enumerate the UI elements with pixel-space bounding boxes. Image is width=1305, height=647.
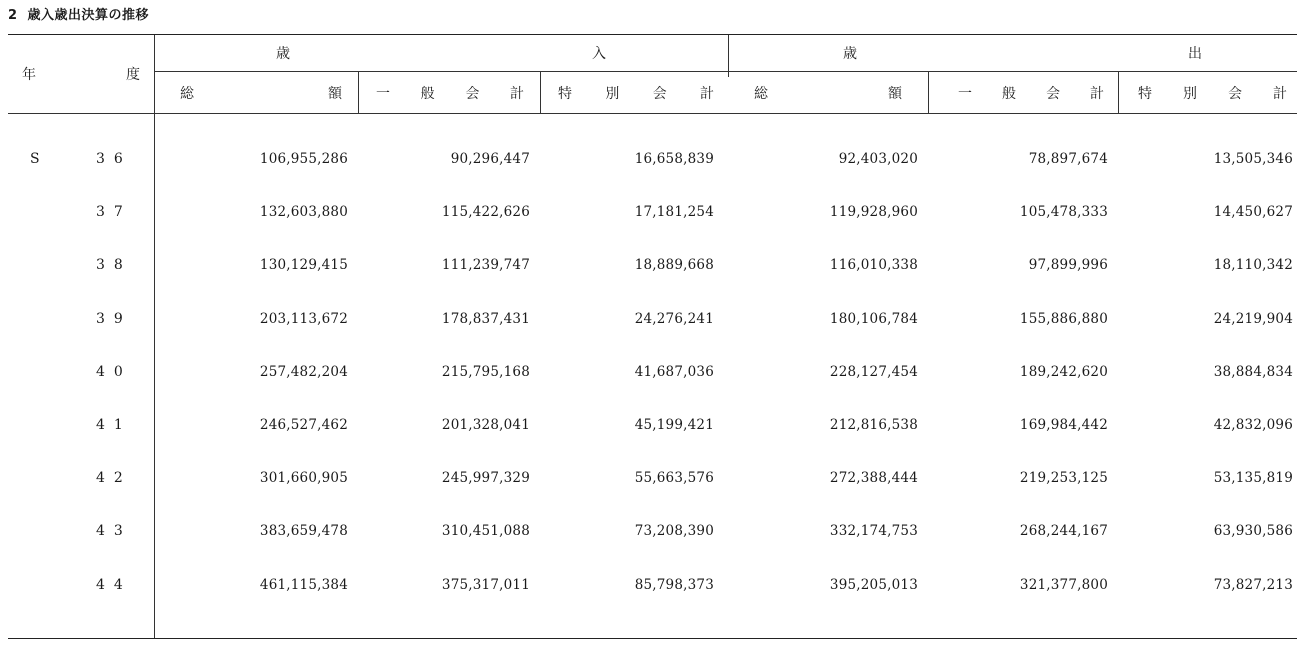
- header-exp-total: [728, 72, 928, 113]
- cell-rev-general: 310,451,088: [441, 523, 530, 540]
- cell-exp-general: 321,377,800: [1019, 576, 1108, 593]
- divider-year: [154, 35, 155, 638]
- header-rev-total-char-1: 総: [180, 85, 194, 102]
- cell-exp-total: 116,010,338: [829, 257, 918, 274]
- cell-rev-special: 55,663,576: [634, 470, 714, 487]
- cell-exp-total: 92,403,020: [838, 151, 918, 167]
- header-revenue-char-2: 入: [592, 46, 606, 62]
- row-year: 37: [96, 204, 132, 221]
- cell-exp-total: 272,388,444: [829, 470, 918, 487]
- row-year: 43: [96, 523, 132, 540]
- cell-exp-special: 38,884,834: [1213, 363, 1293, 380]
- cell-exp-special: 73,827,213: [1213, 576, 1293, 593]
- cell-rev-general: 178,837,431: [441, 310, 530, 327]
- header-exp-general: [928, 72, 1118, 113]
- header-exp-special-char-4: 計: [1273, 85, 1287, 102]
- cell-exp-special: 14,450,627: [1213, 204, 1293, 221]
- header-rev-general-char-3: 会: [465, 85, 480, 102]
- header-rev-general-char-4: 計: [509, 85, 524, 102]
- header-exp-general-char-4: 計: [1090, 85, 1104, 102]
- header-exp-general-char-1: 一: [958, 85, 972, 102]
- cell-exp-special: 18,110,342: [1213, 257, 1293, 274]
- header-year: [8, 35, 154, 113]
- cell-exp-total: 119,928,960: [829, 204, 918, 221]
- cell-exp-total: 180,106,784: [829, 310, 918, 327]
- header-rev-special-char-3: 会: [652, 85, 667, 102]
- header-exp-general-char-3: 会: [1046, 85, 1060, 102]
- row-year: 44: [96, 576, 132, 593]
- cell-rev-special: 41,687,036: [634, 363, 714, 380]
- cell-rev-general: 115,422,626: [441, 204, 530, 221]
- header-rev-special-char-2: 別: [605, 85, 620, 102]
- cell-rev-total: 203,113,672: [259, 310, 348, 327]
- cell-rev-total: 130,129,415: [259, 257, 348, 274]
- header-rev-general: [358, 72, 540, 113]
- cell-exp-total: 395,205,013: [829, 576, 918, 593]
- row-year: 36: [96, 151, 132, 167]
- header-exp-special-char-3: 会: [1228, 85, 1242, 102]
- header-rev-general-char-1: 一: [376, 85, 390, 102]
- cell-exp-special: 13,505,346: [1213, 151, 1293, 167]
- cell-exp-general: 189,242,620: [1019, 363, 1108, 380]
- title-number: 2: [8, 8, 18, 23]
- cell-rev-general: 215,795,168: [441, 363, 530, 380]
- settlement-table: [8, 34, 1297, 639]
- row-year: 39: [96, 310, 132, 327]
- header-exp-general-char-2: 般: [1002, 85, 1016, 102]
- cell-exp-total: 228,127,454: [829, 363, 918, 380]
- cell-rev-special: 17,181,254: [634, 204, 714, 221]
- cell-exp-special: 24,219,904: [1213, 310, 1293, 327]
- cell-exp-general: 97,899,996: [1028, 257, 1108, 274]
- cell-exp-special: 63,930,586: [1213, 523, 1293, 540]
- row-year: 41: [96, 417, 132, 433]
- cell-rev-total: 257,482,204: [259, 363, 348, 380]
- cell-exp-total: 332,174,753: [829, 523, 918, 540]
- cell-exp-general: 78,897,674: [1028, 151, 1108, 167]
- cell-exp-general: 268,244,167: [1019, 523, 1108, 540]
- cell-exp-special: 53,135,819: [1213, 470, 1293, 487]
- title-text: 歳入歳出決算の推移: [27, 8, 150, 23]
- cell-rev-total: 246,527,462: [259, 417, 348, 433]
- header-rev-general-char-2: 般: [420, 85, 435, 102]
- header-year-char-1: 年: [22, 67, 36, 83]
- header-rev-total: [154, 72, 358, 113]
- header-exp-special-char-2: 別: [1183, 85, 1197, 102]
- cell-rev-general: 90,296,447: [450, 151, 530, 167]
- cell-rev-special: 18,889,668: [634, 257, 714, 274]
- cell-rev-total: 383,659,478: [259, 523, 348, 540]
- cell-rev-general: 245,997,329: [441, 470, 530, 487]
- cell-rev-special: 85,798,373: [634, 576, 714, 593]
- cell-exp-general: 169,984,442: [1019, 417, 1108, 433]
- header-revenue-char-1: 歳: [276, 46, 290, 62]
- cell-exp-special: 42,832,096: [1213, 417, 1293, 433]
- page-title: [8, 4, 149, 23]
- cell-rev-general: 201,328,041: [441, 417, 530, 433]
- cell-rev-general: 111,239,747: [441, 257, 530, 274]
- header-rev-special: [540, 72, 728, 113]
- header-bottom-rule: [8, 113, 1297, 114]
- header-rev-special-char-4: 計: [699, 85, 714, 102]
- cell-rev-general: 375,317,011: [441, 576, 530, 593]
- row-era: S: [30, 151, 40, 167]
- cell-rev-special: 24,276,241: [634, 310, 714, 327]
- cell-rev-total: 106,955,286: [259, 151, 348, 167]
- row-year: 40: [96, 363, 132, 380]
- cell-rev-special: 45,199,421: [634, 417, 714, 433]
- cell-rev-special: 73,208,390: [634, 523, 714, 540]
- row-year: 38: [96, 257, 132, 274]
- header-expenditure-char-1: 歳: [843, 46, 857, 62]
- header-exp-special-char-1: 特: [1138, 85, 1152, 102]
- header-rev-special-char-1: 特: [558, 85, 572, 102]
- cell-exp-general: 219,253,125: [1019, 470, 1108, 487]
- cell-exp-general: 105,478,333: [1019, 204, 1108, 221]
- header-exp-total-char-2: 額: [888, 85, 902, 102]
- cell-rev-special: 16,658,839: [634, 151, 714, 167]
- header-expenditure-char-2: 出: [1188, 46, 1202, 62]
- cell-rev-total: 132,603,880: [259, 204, 348, 221]
- header-expenditure: [728, 35, 1297, 71]
- row-year: 42: [96, 470, 132, 487]
- cell-rev-total: 301,660,905: [259, 470, 348, 487]
- header-year-char-2: 度: [126, 67, 140, 83]
- header-revenue: [154, 35, 728, 71]
- cell-exp-total: 212,816,538: [829, 417, 918, 433]
- cell-exp-general: 155,886,880: [1019, 310, 1108, 327]
- header-rev-total-char-2: 額: [328, 85, 342, 102]
- header-exp-special: [1118, 72, 1297, 113]
- header-exp-total-char-1: 総: [754, 85, 768, 102]
- cell-rev-total: 461,115,384: [259, 576, 348, 593]
